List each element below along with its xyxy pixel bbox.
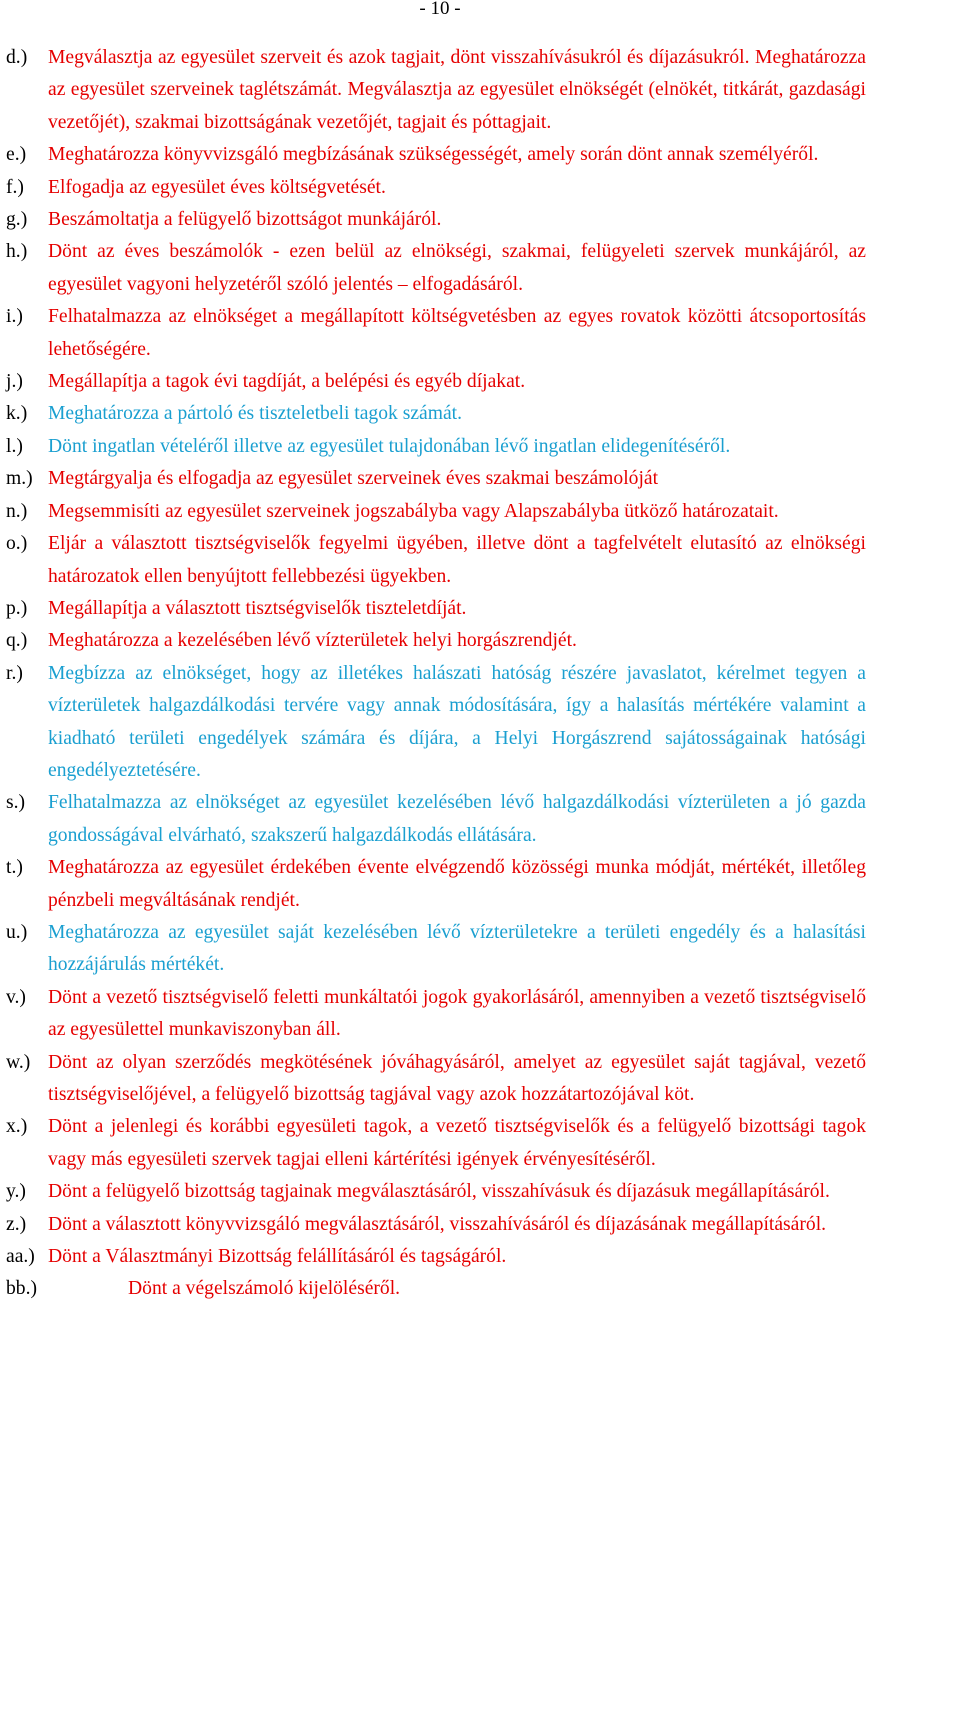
item-text: Megválasztja az egyesület szerveit és azok tagjait, dönt visszahívásukról és díjazásukról. Meghatározza az egyesület szerveinek taglétszámát. Megválasztja az egyesület elnökségét (elnökét, titkárát, gazdasági vezetőjét), szakmai bizottságának vezetőjét, tagjait és póttagjait. (48, 47, 866, 133)
item-text: Dönt a vezető tisztségviselő feletti munkáltatói jogok gyakorlásáról, amennyiben a vezető tisztségviselő az egyesülettel munkaviszonyban áll. (48, 986, 866, 1041)
item-label: r.) (6, 662, 23, 684)
item-text: Dönt a választott könyvvizsgáló megválasztásáról, visszahívásáról és díjazásának megállapításáról. (48, 1213, 827, 1235)
list-item (0, 496, 960, 528)
list-item (0, 528, 960, 593)
item-text: Megbízza az elnökséget, hogy az illetékes halászati hatóság részére javaslatot, kérelmet tegyen a vízterületek halgazdálkodási tervére vagy annak módosítására, így a halasítás mértékére valamint a kiadható területi engedélyek számára és díjára, a Helyi Horgászrend sajátosságainak hatósági engedélyeztetésére. (48, 662, 866, 781)
list-item (0, 42, 960, 139)
list-item (0, 625, 960, 657)
list-item (0, 1047, 960, 1112)
item-text: Meghatározza könyvvizsgáló megbízásának szükségességét, amely során dönt annak személyéről. (48, 144, 819, 166)
item-text: Meghatározza a kezelésében lévő vízterületek helyi horgászrendjét. (48, 630, 577, 652)
item-text: Megállapítja a tagok évi tagdíját, a belépési és egyéb díjakat. (48, 371, 526, 393)
list-item (0, 463, 960, 495)
list-item (0, 917, 960, 982)
list-item (0, 1176, 960, 1208)
item-label: w.) (6, 1051, 31, 1073)
item-label: n.) (6, 500, 28, 522)
item-label: p.) (6, 597, 28, 619)
item-label: i.) (6, 306, 23, 328)
item-text: Dönt az olyan szerződés megkötésének jóváhagyásáról, amelyet az egyesület saját tagjával, vezető tisztségviselőjével, a felügyelő bizottság tagjával vagy azok hozzátartozójával köt. (48, 1051, 866, 1105)
item-label: e.) (6, 144, 27, 166)
item-label: t.) (6, 857, 23, 879)
item-label: f.) (6, 176, 24, 198)
list-item (0, 658, 960, 788)
list-item (0, 982, 960, 1047)
list-item (0, 852, 960, 917)
item-text: Felhatalmazza az elnökséget a megállapított költségvetésben az egyes rovatok közötti átcsoportosítás lehetőségére. (48, 306, 866, 360)
item-text: Eljár a választott tisztségviselők fegyelmi ügyében, illetve dönt a tagfelvételt elutasító az elnökségi határozatok ellen benyújtott fellebbezési ügyekben. (48, 533, 866, 587)
item-text: Dönt a felügyelő bizottság tagjainak megválasztásáról, visszahívásuk és díjazásuk megállapításáról. (48, 1181, 830, 1203)
list-item (0, 366, 960, 398)
item-text: Dönt a Választmányi Bizottság felállításáról és tagságáról. (48, 1246, 507, 1268)
page-number: - 10 - (419, 0, 461, 19)
item-label: s.) (6, 792, 26, 814)
list-item (0, 204, 960, 236)
list-item (0, 139, 960, 171)
item-label: u.) (6, 921, 28, 943)
list-item (0, 172, 960, 204)
item-text: Dönt a jelenlegi és korábbi egyesületi tagok, a vezető tisztségviselők és a felügyelő bizottsági tagok vagy más egyesületi szervek tagjai elleni kártérítési igények érvényesítéséről. (48, 1116, 866, 1170)
item-label: v.) (6, 986, 26, 1008)
item-label: l.) (6, 435, 23, 457)
item-label: k.) (6, 403, 28, 425)
item-text: Dönt a végelszámoló kijelöléséről. (128, 1278, 401, 1300)
item-text: Meghatározza az egyesület saját kezelésében lévő vízterületekre a területi engedély és a halasítási hozzájárulás mértékét. (48, 921, 866, 976)
item-text: Elfogadja az egyesület éves költségvetését. (48, 176, 386, 198)
list-item (0, 236, 960, 301)
list-item (0, 1273, 960, 1305)
item-text: Beszámoltatja a felügyelő bizottságot munkájáról. (48, 209, 442, 231)
item-text: Megtárgyalja és elfogadja az egyesület szerveinek éves szakmai beszámolóját (48, 468, 659, 490)
item-text: Dönt ingatlan vételéről illetve az egyesület tulajdonában lévő ingatlan elidegenítéséről. (48, 435, 731, 457)
item-label: z.) (6, 1213, 27, 1235)
resolution-list (0, 42, 960, 1306)
item-label: m.) (6, 468, 33, 490)
item-text: Meghatározza az egyesület érdekében évente elvégzendő közösségi munka módját, mértékét, illetőleg pénzbeli megváltásának rendjét. (48, 857, 866, 911)
item-label: bb.) (6, 1278, 38, 1300)
list-item (0, 1241, 960, 1273)
list-item (0, 301, 960, 366)
item-text: Dönt az éves beszámolók - ezen belül az elnökségi, szakmai, felügyeleti szervek munkájáról, az egyesület vagyoni helyzetéről szóló jelentés – elfogadásáról. (48, 241, 866, 295)
item-label: g.) (6, 209, 28, 231)
item-text: Megsemmisíti az egyesület szerveinek jogszabályba vagy Alapszabályba ütköző határozatait. (48, 500, 779, 522)
item-label: y.) (6, 1181, 26, 1203)
list-item (0, 1111, 960, 1176)
item-text: Megállapítja a választott tisztségviselők tiszteletdíját. (48, 597, 467, 619)
list-item (0, 1209, 960, 1241)
list-item (0, 787, 960, 852)
item-label: o.) (6, 533, 28, 555)
list-item (0, 593, 960, 625)
item-text: Meghatározza a pártoló és tiszteletbeli tagok számát. (48, 403, 463, 425)
item-text: Felhatalmazza az elnökséget az egyesület kezelésében lévő halgazdálkodási vízterületen a jó gazda gondosságával elvárható, szakszerű halgazdálkodás ellátására. (48, 792, 866, 846)
item-label: h.) (6, 241, 28, 263)
item-label: d.) (6, 47, 28, 68)
list-item (0, 398, 960, 430)
item-label: aa.) (6, 1246, 35, 1268)
item-label: j.) (6, 371, 23, 393)
item-label: q.) (6, 630, 28, 652)
item-label: x.) (6, 1116, 28, 1138)
list-item (0, 431, 960, 463)
